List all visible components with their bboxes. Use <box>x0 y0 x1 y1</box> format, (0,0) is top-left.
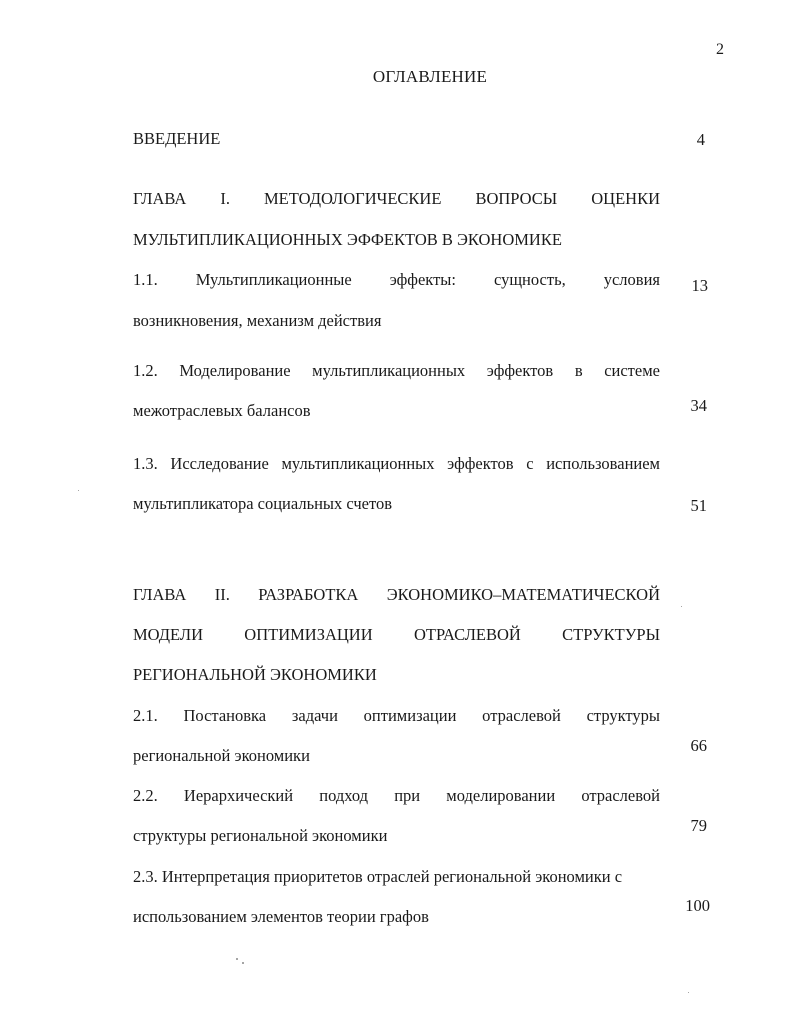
chapter-1-line-1: ГЛАВА I. МЕТОДОЛОГИЧЕСКИЕ ВОПРОСЫ ОЦЕНКИ <box>133 189 660 208</box>
section-page: 34 <box>690 396 707 415</box>
section-line-2: структуры региональной экономики <box>133 826 388 845</box>
scan-speck <box>78 490 79 491</box>
section-line-2: использованием элементов теории графов <box>133 907 429 926</box>
section-line-1: 1.2. Моделирование мультипликационных эффектов в системе <box>133 361 660 380</box>
section-page: 100 <box>685 896 710 915</box>
page-title: ОГЛАВЛЕНИЕ <box>372 67 488 86</box>
chapter-1-line-2: МУЛЬТИПЛИКАЦИОННЫХ ЭФФЕКТОВ В ЭКОНОМИКЕ <box>133 230 562 249</box>
section-line-2: возникновения, механизм действия <box>133 311 382 330</box>
chapter-2-line-2: МОДЕЛИ ОПТИМИЗАЦИИ ОТРАСЛЕВОЙ СТРУКТУРЫ <box>133 625 660 644</box>
section-page: 66 <box>690 736 707 755</box>
chapter-2-line-3: РЕГИОНАЛЬНОЙ ЭКОНОМИКИ <box>133 665 377 684</box>
section-line-1: 2.1. Постановка задачи оптимизации отраслевой структуры <box>133 706 660 725</box>
scan-speck <box>688 992 689 993</box>
section-line-1: 2.2. Иерархический подход при моделировании отраслевой <box>133 786 660 805</box>
section-page: 51 <box>690 496 707 515</box>
section-line-2: межотраслевых балансов <box>133 401 311 420</box>
scan-speck <box>242 962 244 964</box>
section-line-2: региональной экономики <box>133 746 310 765</box>
section-line-1: 1.3. Исследование мультипликационных эффектов с использованием <box>133 454 660 473</box>
section-page: 79 <box>690 816 707 835</box>
section-line-1: 2.3. Интерпретация приоритетов отраслей региональной экономики с <box>133 867 623 886</box>
chapter-2-line-1: ГЛАВА II. РАЗРАБОТКА ЭКОНОМИКО–МАТЕМАТИЧЕСКОЙ <box>133 585 660 604</box>
scan-speck <box>236 958 238 960</box>
page-number: 2 <box>716 41 724 58</box>
section-line-2: мультипликатора социальных счетов <box>133 494 393 513</box>
section-page: 13 <box>691 276 708 295</box>
scan-speck <box>681 606 682 607</box>
intro-page: 4 <box>696 130 705 149</box>
section-line-1: 1.1. Мультипликационные эффекты: сущность, условия <box>133 270 660 289</box>
intro-label: ВВЕДЕНИЕ <box>133 129 221 148</box>
